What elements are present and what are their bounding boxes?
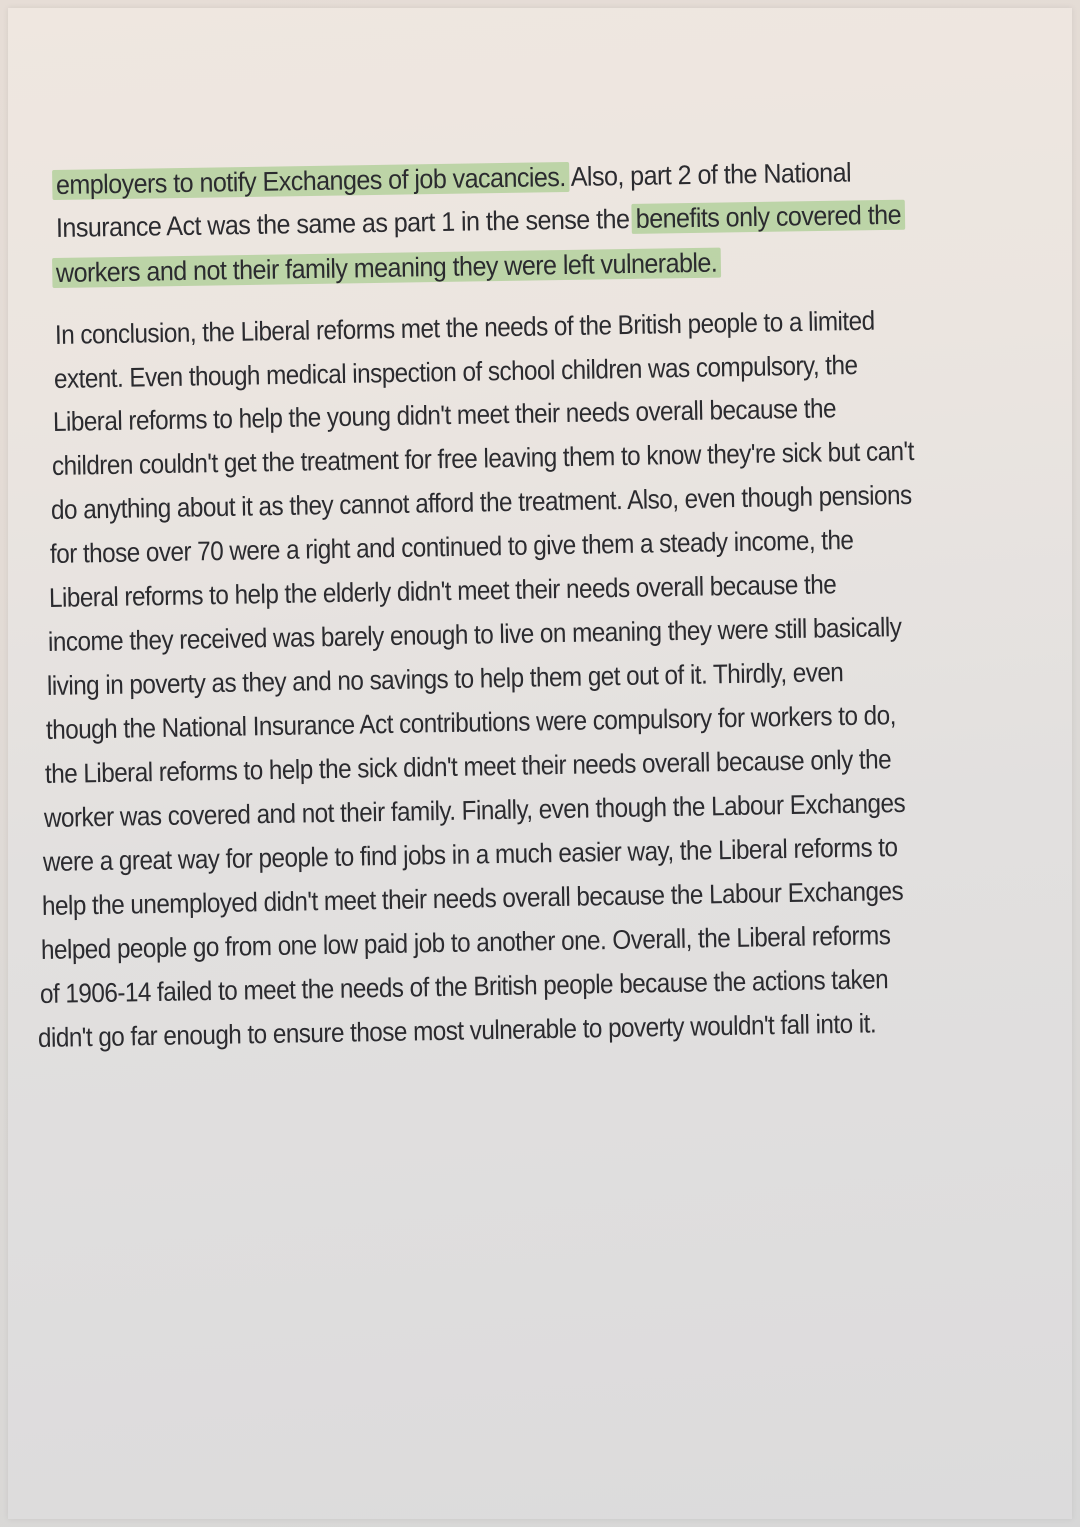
- paragraph-2-line: of 1906-14 failed to meet the needs of the British people because the actions taken: [39, 964, 889, 1009]
- paragraph-2-line: for those over 70 were a right and continued to give them a steady income, the: [49, 524, 854, 569]
- highlight: employers to notify Exchanges of job vacancies.: [52, 162, 570, 200]
- paragraph-1-line-1: [56, 156, 852, 202]
- paragraph-2-line: Liberal reforms to help the elderly didn't meet their needs overall because the: [48, 569, 837, 613]
- paragraph-1-line-3: [56, 246, 718, 290]
- paragraph-2-line: living in poverty as they and no savings to help them get out of it. Thirdly, even: [46, 657, 844, 701]
- paragraph-2-line: helped people go from one low paid job to another one. Overall, the Liberal reforms: [40, 920, 891, 965]
- highlight: benefits only covered the: [632, 200, 905, 234]
- paragraph-2-line: help the unemployed didn't meet their needs overall because the Labour Exchanges: [41, 875, 904, 921]
- paragraph-2-line: children couldn't get the treatment for free leaving them to know they're sick but can't: [51, 435, 915, 481]
- paragraph-2-line: worker was covered and not their family. Finally, even though the Labour Exchanges: [43, 787, 906, 833]
- paragraph-1-line-2: [56, 198, 902, 245]
- paragraph-2-line: In conclusion, the Liberal reforms met the needs of the British people to a limited: [54, 305, 875, 350]
- highlight: workers and not their family meaning they were left vulnerable.: [52, 248, 721, 289]
- paragraph-2-line: were a great way for people to find jobs in a much easier way, the Liberal reforms to: [42, 832, 898, 877]
- paragraph-2-line: income they received was barely enough to live on meaning they were still basically: [47, 612, 902, 657]
- paragraph-2-line: do anything about it as they cannot afford the treatment. Also, even though pensions: [50, 479, 912, 525]
- paragraph-2-line: Liberal reforms to help the young didn't meet their needs overall because the: [52, 393, 837, 437]
- text-span: Insurance Act was the same as part 1 in the sense the: [55, 203, 630, 243]
- text-span: Also, part 2 of the National: [570, 157, 852, 192]
- paragraph-2-line: didn't go far enough to ensure those most vulnerable to poverty wouldn't fall into it.: [37, 1008, 877, 1053]
- paragraph-2-line: extent. Even though medical inspection of school children was compulsory, the: [53, 349, 858, 394]
- paragraph-2-line: though the National Insurance Act contributions were compulsory for workers to do,: [45, 700, 897, 745]
- paragraph-2-line: the Liberal reforms to help the sick didn't meet their needs overall because only the: [44, 744, 892, 789]
